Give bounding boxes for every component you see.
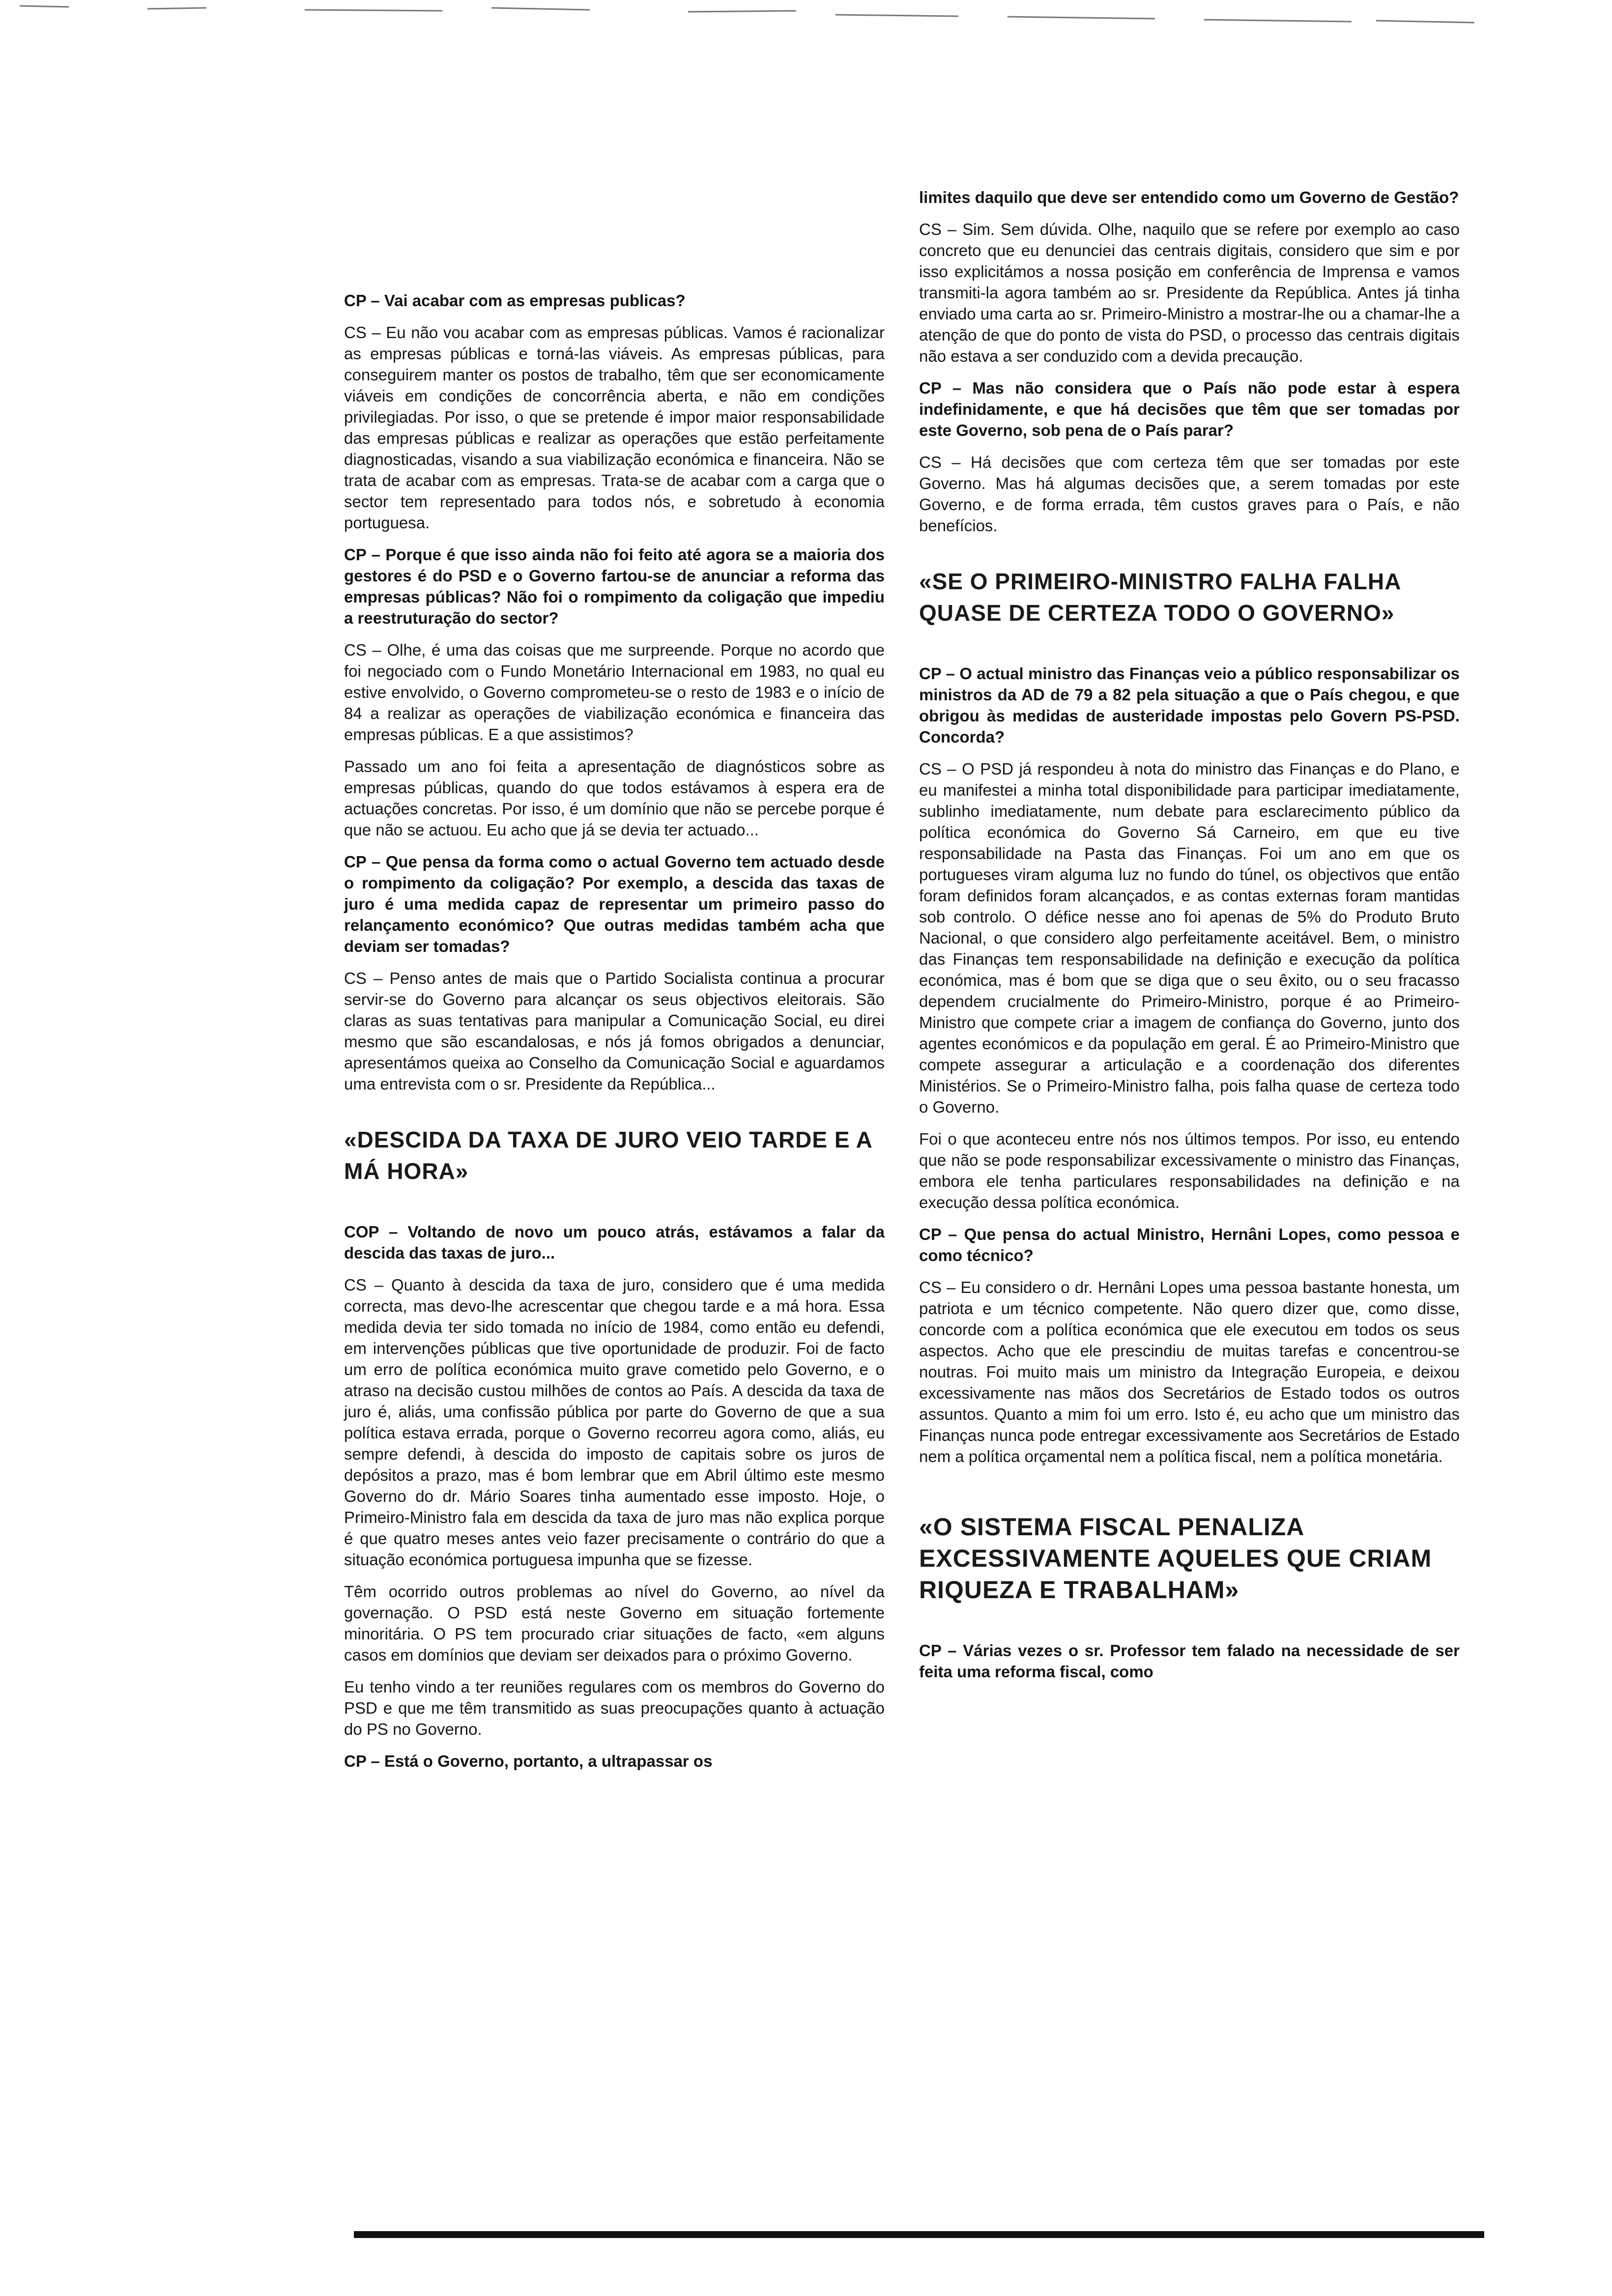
question-paragraph: CP – Que pensa do actual Ministro, Hernâni Lopes, como pessoa e como técnico? [919,1225,1460,1264]
section-headline: «DESCIDA DA TAXA DE JURO VEIO TARDE E A MÁ HORA» [344,1127,872,1184]
section-headline: «SE O PRIMEIRO-MINISTRO FALHA FALHA QUASE DE CERTEZA TODO O GOVERNO» [919,569,1401,626]
answer-paragraph: CS – Penso antes de mais que o Partido Socialista continua a procurar servir-se do Governo para alcançar os seus objectivos eleitorais. São claras as suas tentativas para manipular a Comunicação Social, eu direi mesmo que são escandalosas, e nós já fomos obrigados a denunciar, apresentámos queixa ao Conselho da Comunicação Social e aguardamos uma entrevista com o sr. Presidente da República... [344,969,885,1093]
section-headline: «O SISTEMA FISCAL PENALIZA EXCESSIVAMENTE AQUELES QUE CRIAM RIQUEZA E TRABALHAM» [919,1513,1432,1604]
question-paragraph: limites daquilo que deve ser entendido como um Governo de Gestão? [919,188,1459,206]
answer-paragraph: CS – Quanto à descida da taxa de juro, considero que é uma medida correcta, mas devo-lhe acrescentar que chegou tarde e a má hora. Essa medida devia ter sido tomada no início de 1984, como então eu defendi, em intervenções públicas que tive oportunidade de produzir. Foi de facto um erro de política económica muito grave cometido pelo Governo, e o atraso na decisão custou milhões de contos ao País. A descida da taxa de juro é, aliás, uma confissão pública por parte do Governo de que a sua política estava errada, porque o Governo recorreu agora como, aliás, eu sempre defendi, à descida do imposto de capitais sobre os juros de depósitos a prazo, mas é bom lembrar que em Abril último este mesmo Governo do dr. Mário Soares tinha aumentado esse imposto. Hoje, o Primeiro-Ministro fala em descida da taxa de juro mas não explica porque é que quatro meses antes veio fazer precisamente o contrário do que a situação económica portuguesa impunha que se fizesse. [344,1276,885,1569]
answer-paragraph: CS – Eu considero o dr. Hernâni Lopes uma pessoa bastante honesta, um patriota e um técnico competente. Não quero dizer que, como disse, concorde com a política económica que ele executou em todos os seus aspectos. Acho que ele prescindiu de muitas tarefas e concentrou-se noutras. Foi muito mais um ministro da Integração Europeia, e deixou excessivamente nas mãos dos Secretários de Estado todos os outros assuntos. Quanto a mim foi um erro. Isto é, eu acho que um ministro das Finanças nunca pode entregar excessivamente aos Secretários de Estado nem a política orçamental nem a política fiscal, nem a política monetária. [919,1278,1460,1465]
answer-paragraph: Eu tenho vindo a ter reuniões regulares com os membros do Governo do PSD e que me têm transmitido as suas preocupações quanto à actuação do PS no Governo. [344,1678,885,1738]
question-paragraph: CP – Está o Governo, portanto, a ultrapassar os [344,1752,713,1770]
answer-paragraph: Têm ocorrido outros problemas ao nível do Governo, ao nível da governação. O PSD está neste Governo em situação fortemente minoritária. O PS tem procurado criar situações de facto, «em alguns casos em domínios que deviam ser deixados para o próximo Governo. [344,1582,885,1664]
scan-noise-top [0,0,1612,29]
question-paragraph: CP – O actual ministro das Finanças veio a público responsabilizar os ministros da AD de 79 a 82 pela situação a que o País chegou, e que obrigou às medidas de austeridade impostas pelo Govern PS-PSD. Concorda? [919,664,1460,746]
answer-paragraph: CS – Sim. Sem dúvida. Olhe, naquilo que se refere por exemplo ao caso concreto que eu denunciei das centrais digitais, considero que sim e por isso explicitámos a nossa posição em conferência de Imprensa e vamos transmiti-la agora também ao sr. Presidente da República. Antes já tinha enviado uma carta ao sr. Primeiro-Ministro a mostrar-lhe ou a chamar-lhe a atenção de que do ponto de vista do PSD, o processo das centrais digitais não estava a ser conduzido com a devida precaução. [919,220,1460,365]
question-paragraph: CP – Mas não considera que o País não pode estar à espera indefinidamente, e que há decisões que têm que ser tomadas por este Governo, sob pena de o País parar? [919,379,1460,439]
answer-paragraph: Passado um ano foi feita a apresentação de diagnósticos sobre as empresas públicas, quando do que todos estávamos à espera era de actuações concretas. Por isso, é um domínio que não se percebe porque é que não se actuou. Eu acho que já se devia ter actuado... [344,757,885,839]
answer-paragraph: Foi o que aconteceu entre nós nos últimos tempos. Por isso, eu entendo que não se pode responsabilizar excessivamente o ministro das Finanças, embora ele tenha particulares responsabilidades na definição e na execução dessa política económica. [919,1130,1460,1211]
question-paragraph: CP – Várias vezes o sr. Professor tem falado na necessidade de ser feita uma reforma fiscal, como [919,1641,1460,1681]
answer-paragraph: CS – Há decisões que com certeza têm que ser tomadas por este Governo. Mas há algumas decisões que, a serem tomadas por este Governo, e de forma errada, têm custos graves para o País, e não benefícios. [919,453,1460,535]
answer-paragraph: CS – Eu não vou acabar com as empresas públicas. Vamos é racionalizar as empresas públicas e torná-las viáveis. As empresas públicas, para conseguirem manter os postos de trabalho, têm que ser economicamente viáveis em condições de concorrência aberta, e não em condições privilegiadas. Por isso, o que se pretende é impor maior responsabilidade das empresas públicas e realizar as operações que estão perfeitamente diagnosticadas, visando a sua viabilização económica e financeira. Não se trata de acabar com as empresas. Trata-se de acabar com a carga que o sector tem representado para todos nós, e sobretudo à economia portuguesa. [344,323,885,532]
answer-paragraph: CS – O PSD já respondeu à nota do ministro das Finanças e do Plano, e eu manifestei a minha total disponibilidade para participar imediatamente, sublinho imediatamente, num debate para esclarecimento público da política económica do Governo Sá Carneiro, em que eu tive responsabilidade na Pasta das Finanças. Foi um ano em que os portugueses viram alguma luz no fundo do túnel, os objectivos que então foram definidos foram alcançados, e as contas externas foram mantidas sob controlo. O défice nesse ano foi apenas de 5% do Produto Bruto Nacional, o que considero algo perfeitamente aceitável. Bem, o ministro das Finanças tem responsabilidade na definição e execução da política económica, mas é bom que se diga que o seu êxito, ou o seu fracasso dependem crucialmente do Primeiro-Ministro, porque é ao Primeiro-Ministro que compete criar a imagem de confiança do Governo, junto dos agentes económicos e da população em geral. É ao Primeiro-Ministro que compete assegurar a articulação e a coordenação dos diferentes Ministérios. Se o Primeiro-Ministro falha, pois falha quase de certeza todo o Governo. [919,760,1460,1116]
article-column-right [919,187,1460,1693]
bottom-rule [354,2231,1484,2238]
question-paragraph: CP – Que pensa da forma como o actual Governo tem actuado desde o rompimento da coligação? Por exemplo, a descida das taxas de juro é uma medida capaz de representar um primeiro passo do relançamento económico? Que outras medidas também acha que deviam ser tomadas? [344,853,885,955]
question-paragraph: CP – Vai acabar com as empresas publicas? [344,291,686,310]
question-paragraph: CP – Porque é que isso ainda não foi feito até agora se a maioria dos gestores é do PSD e o Governo fartou-se de anunciar a reforma das empresas públicas? Não foi o rompimento da coligação que impediu a reestruturação do sector? [344,545,885,627]
answer-paragraph: CS – Olhe, é uma das coisas que me surpreende. Porque no acordo que foi negociado com o Fundo Monetário Internacional em 1983, no qual eu estive envolvido, o Governo comprometeu-se o resto de 1983 e o início de 84 a realizar as operações de viabilização económica e financeira das empresas públicas. E a que assistimos? [344,641,885,744]
question-paragraph: COP – Voltando de novo um pouco atrás, estávamos a falar da descida das taxas de juro... [344,1223,885,1262]
article-column-left [344,290,885,1782]
